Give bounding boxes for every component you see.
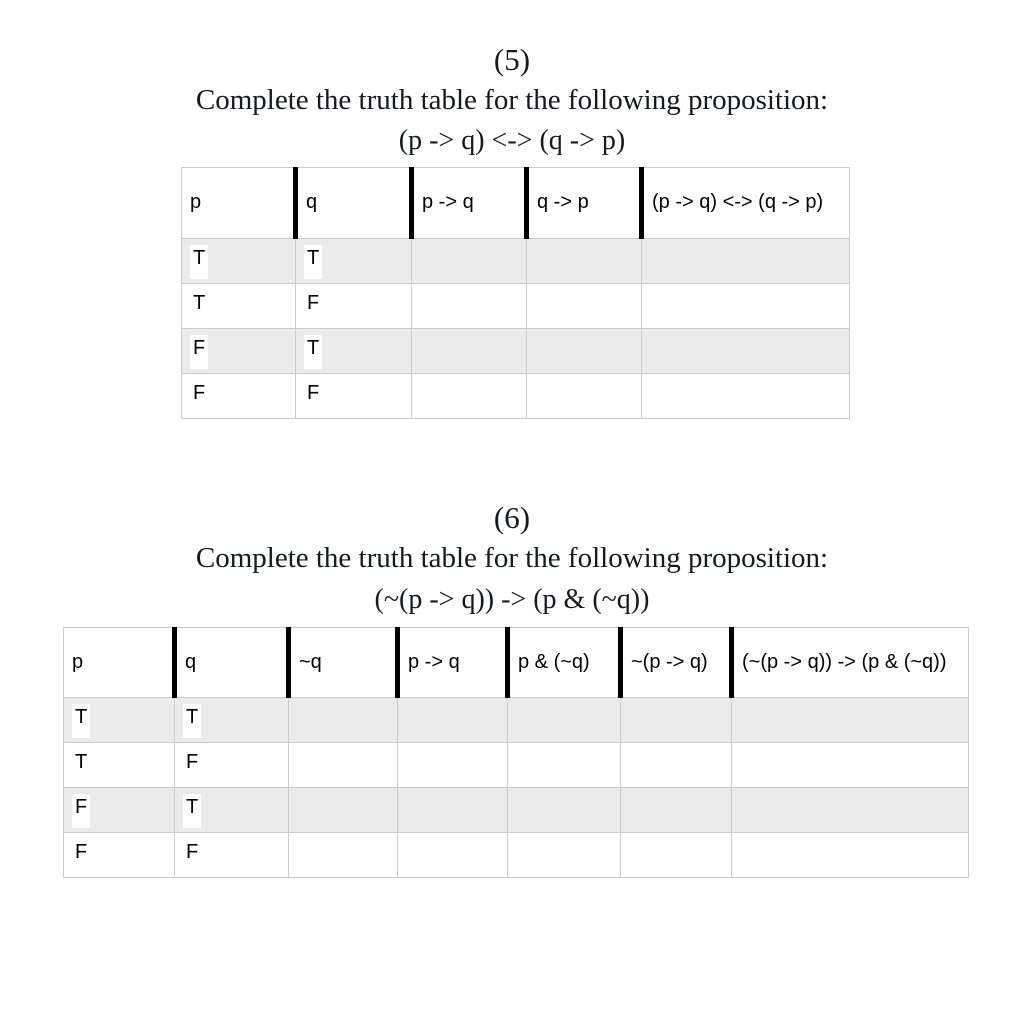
column-header-p: p [182,168,296,239]
truth-value: T [304,245,322,279]
truth-value: F [190,335,208,369]
answer-cell [398,743,508,788]
truth-value: F [72,839,90,873]
truth-cell-p [64,788,175,833]
truth-cell-p [182,239,296,284]
truth-cell-q [296,374,412,419]
column-header-not-q: ~q [289,628,398,698]
answer-cell [527,374,642,419]
truth-value: F [72,794,90,828]
answer-cell [508,788,621,833]
answer-cell [732,788,969,833]
truth-cell-q [296,284,412,329]
truth-cell-p [182,374,296,419]
truth-value: T [304,335,322,369]
answer-cell [642,284,850,329]
truth-cell-p [182,329,296,374]
answer-cell [732,833,969,878]
truth-value: T [183,704,201,738]
table-row [64,743,969,788]
truth-cell-q [296,329,412,374]
column-header-q-implies-p: q -> p [527,168,642,239]
table-row [64,698,969,743]
answer-cell [398,788,508,833]
answer-cell [621,833,732,878]
truth-table-6-header [64,628,969,698]
answer-cell [642,374,850,419]
answer-cell [398,833,508,878]
answer-cell [289,698,398,743]
answer-cell [508,743,621,788]
truth-cell-p [64,743,175,788]
table-row [182,284,850,329]
answer-cell [289,743,398,788]
truth-cell-q [296,239,412,284]
answer-cell [732,743,969,788]
truth-value: F [190,380,208,414]
column-header-p-implies-q: p -> q [398,628,508,698]
answer-cell [621,698,732,743]
answer-cell [508,833,621,878]
answer-cell [398,698,508,743]
truth-table-6 [63,627,969,878]
problem-6-instruction: Complete the truth table for the following proposition: [195,542,829,574]
truth-value: T [72,749,90,783]
answer-cell [642,329,850,374]
truth-cell-q [175,698,289,743]
table-row [182,329,850,374]
table-row [182,374,850,419]
problem-6-number: (6) [493,500,531,535]
truth-value: F [183,749,201,783]
truth-value: F [183,839,201,873]
column-header-q: q [175,628,289,698]
answer-cell [508,698,621,743]
column-header-biconditional: (p -> q) <-> (q -> p) [642,168,850,239]
answer-cell [527,329,642,374]
column-header-q: q [296,168,412,239]
problem-5-number: (5) [493,42,531,77]
answer-cell [732,698,969,743]
table-row [64,788,969,833]
truth-cell-q [175,743,289,788]
answer-cell [527,284,642,329]
answer-cell [642,239,850,284]
truth-cell-p [64,833,175,878]
truth-value: T [190,245,208,279]
answer-cell [289,788,398,833]
truth-cell-p [182,284,296,329]
header-row [64,628,969,698]
answer-cell [621,743,732,788]
truth-value: F [304,290,322,324]
column-header-p: p [64,628,175,698]
truth-value: T [72,704,90,738]
truth-table-5-header [182,168,850,239]
table-row [64,833,969,878]
truth-value: T [183,794,201,828]
truth-table-5 [181,167,850,419]
column-header-full-proposition: (~(p -> q)) -> (p & (~q)) [732,628,969,698]
problem-5-instruction: Complete the truth table for the following proposition: [195,84,829,116]
column-header-p-and-not-q: p & (~q) [508,628,621,698]
answer-cell [412,284,527,329]
truth-cell-q [175,788,289,833]
truth-value: T [190,290,208,324]
answer-cell [412,239,527,284]
answer-cell [412,374,527,419]
column-header-p-implies-q: p -> q [412,168,527,239]
table-row [182,239,850,284]
column-header-not-p-implies-q: ~(p -> q) [621,628,732,698]
truth-cell-p [64,698,175,743]
header-row [182,168,850,239]
problem-6-proposition: (~(p -> q)) -> (p & (~q)) [374,584,650,615]
truth-cell-q [175,833,289,878]
answer-cell [621,788,732,833]
answer-cell [527,239,642,284]
truth-value: F [304,380,322,414]
problem-5-proposition: (p -> q) <-> (q -> p) [398,125,626,156]
answer-cell [289,833,398,878]
answer-cell [412,329,527,374]
